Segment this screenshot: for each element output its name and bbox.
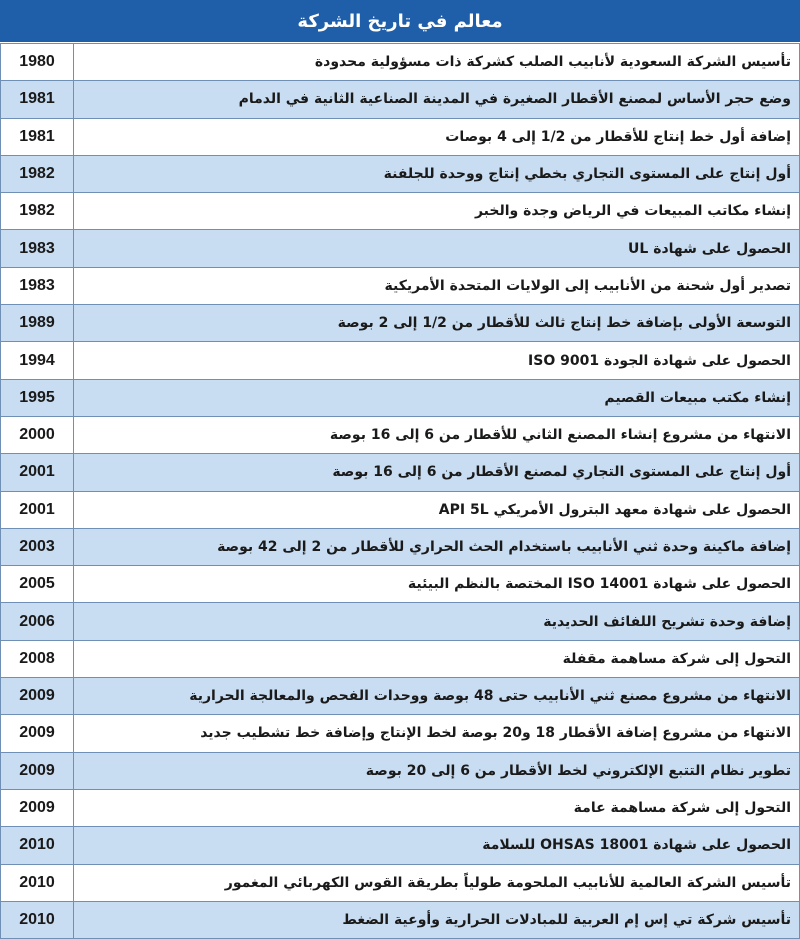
milestone-event: التوسعة الأولى بإضافة خط إنتاج ثالث للأقطار من 1/2 إلى 2 بوصة	[74, 305, 800, 342]
table-row	[1, 454, 800, 491]
milestone-event: الحصول على شهادة UL	[74, 230, 800, 267]
milestone-year: 2001	[1, 454, 74, 491]
milestone-event: تصدير أول شحنة من الأنابيب إلى الولايات المتحدة الأمريكية	[74, 267, 800, 304]
milestones-table	[0, 43, 800, 939]
milestone-year: 1982	[1, 193, 74, 230]
milestone-event: تطوير نظام التتبع الإلكتروني لخط الأقطار من 6 إلى 20 بوصة	[74, 752, 800, 789]
milestone-year: 1983	[1, 230, 74, 267]
table-row	[1, 603, 800, 640]
milestone-event: إضافة أول خط إنتاج للأقطار من 1/2 إلى 4 بوصات	[74, 118, 800, 155]
milestone-event: الانتهاء من مشروع إضافة الأقطار 18 و20 بوصة لخط الإنتاج وإضافة خط تشطيب جديد	[74, 715, 800, 752]
table-row	[1, 491, 800, 528]
milestone-event: الانتهاء من مشروع مصنع ثني الأنابيب حتى 48 بوصة ووحدات الفحص والمعالجة الحرارية	[74, 678, 800, 715]
table-row	[1, 230, 800, 267]
table-row	[1, 678, 800, 715]
milestone-year: 2009	[1, 752, 74, 789]
milestone-year: 1983	[1, 267, 74, 304]
table-row	[1, 155, 800, 192]
table-row	[1, 715, 800, 752]
milestone-year: 1995	[1, 379, 74, 416]
table-row	[1, 379, 800, 416]
milestone-year: 1980	[1, 44, 74, 81]
table-row	[1, 193, 800, 230]
milestone-event: الحصول على شهادة الجودة ISO 9001	[74, 342, 800, 379]
milestone-event: أول إنتاج على المستوى التجاري لمصنع الأقطار من 6 إلى 16 بوصة	[74, 454, 800, 491]
milestone-event: الحصول على شهادة ISO 14001 المختصة بالنظم البيئية	[74, 566, 800, 603]
milestone-event: إضافة وحدة تشريح اللفائف الحديدية	[74, 603, 800, 640]
milestone-event: أول إنتاج على المستوى التجاري بخطي إنتاج ووحدة للجلفنة	[74, 155, 800, 192]
table-row	[1, 267, 800, 304]
milestone-event: الحصول على شهادة معهد البترول الأمريكي API 5L	[74, 491, 800, 528]
table-row	[1, 81, 800, 118]
milestone-year: 1989	[1, 305, 74, 342]
milestone-year: 2005	[1, 566, 74, 603]
milestone-year: 2010	[1, 901, 74, 938]
table-row	[1, 901, 800, 938]
milestone-year: 2008	[1, 640, 74, 677]
milestone-year: 2009	[1, 789, 74, 826]
table-row	[1, 566, 800, 603]
milestone-event: التحول إلى شركة مساهمة مقفلة	[74, 640, 800, 677]
milestone-year: 1981	[1, 118, 74, 155]
table-row	[1, 864, 800, 901]
milestone-year: 2006	[1, 603, 74, 640]
milestone-year: 2010	[1, 864, 74, 901]
milestone-event: تأسيس الشركة العالمية للأنابيب الملحومة طولياً بطريقة القوس الكهربائي المغمور	[74, 864, 800, 901]
table-row	[1, 640, 800, 677]
table-row	[1, 416, 800, 453]
table-row	[1, 789, 800, 826]
table-row	[1, 528, 800, 565]
milestone-year: 2009	[1, 715, 74, 752]
milestone-year: 2001	[1, 491, 74, 528]
milestone-year: 2003	[1, 528, 74, 565]
milestone-event: الحصول على شهادة OHSAS 18001 للسلامة	[74, 827, 800, 864]
table-row	[1, 44, 800, 81]
milestone-year: 2010	[1, 827, 74, 864]
table-row	[1, 118, 800, 155]
milestone-year: 2009	[1, 678, 74, 715]
table-row	[1, 752, 800, 789]
table-row	[1, 342, 800, 379]
milestone-event: إنشاء مكاتب المبيعات في الرياض وجدة والخبر	[74, 193, 800, 230]
milestone-event: تأسيس الشركة السعودية لأنابيب الصلب كشركة ذات مسؤولية محدودة	[74, 44, 800, 81]
page-title: معالم في تاريخ الشركة	[0, 0, 800, 43]
milestone-year: 2000	[1, 416, 74, 453]
milestone-event: الانتهاء من مشروع إنشاء المصنع الثاني للأقطار من 6 إلى 16 بوصة	[74, 416, 800, 453]
milestone-event: وضع حجر الأساس لمصنع الأقطار الصغيرة في المدينة الصناعية الثانية في الدمام	[74, 81, 800, 118]
table-row	[1, 827, 800, 864]
milestone-event: التحول إلى شركة مساهمة عامة	[74, 789, 800, 826]
milestone-event: إضافة ماكينة وحدة ثني الأنابيب باستخدام الحث الحراري للأقطار من 2 إلى 42 بوصة	[74, 528, 800, 565]
milestone-event: تأسيس شركة تي إس إم العربية للمبادلات الحرارية وأوعية الضغط	[74, 901, 800, 938]
table-row	[1, 305, 800, 342]
milestone-year: 1982	[1, 155, 74, 192]
milestone-year: 1981	[1, 81, 74, 118]
milestone-event: إنشاء مكتب مبيعات القصيم	[74, 379, 800, 416]
milestone-year: 1994	[1, 342, 74, 379]
